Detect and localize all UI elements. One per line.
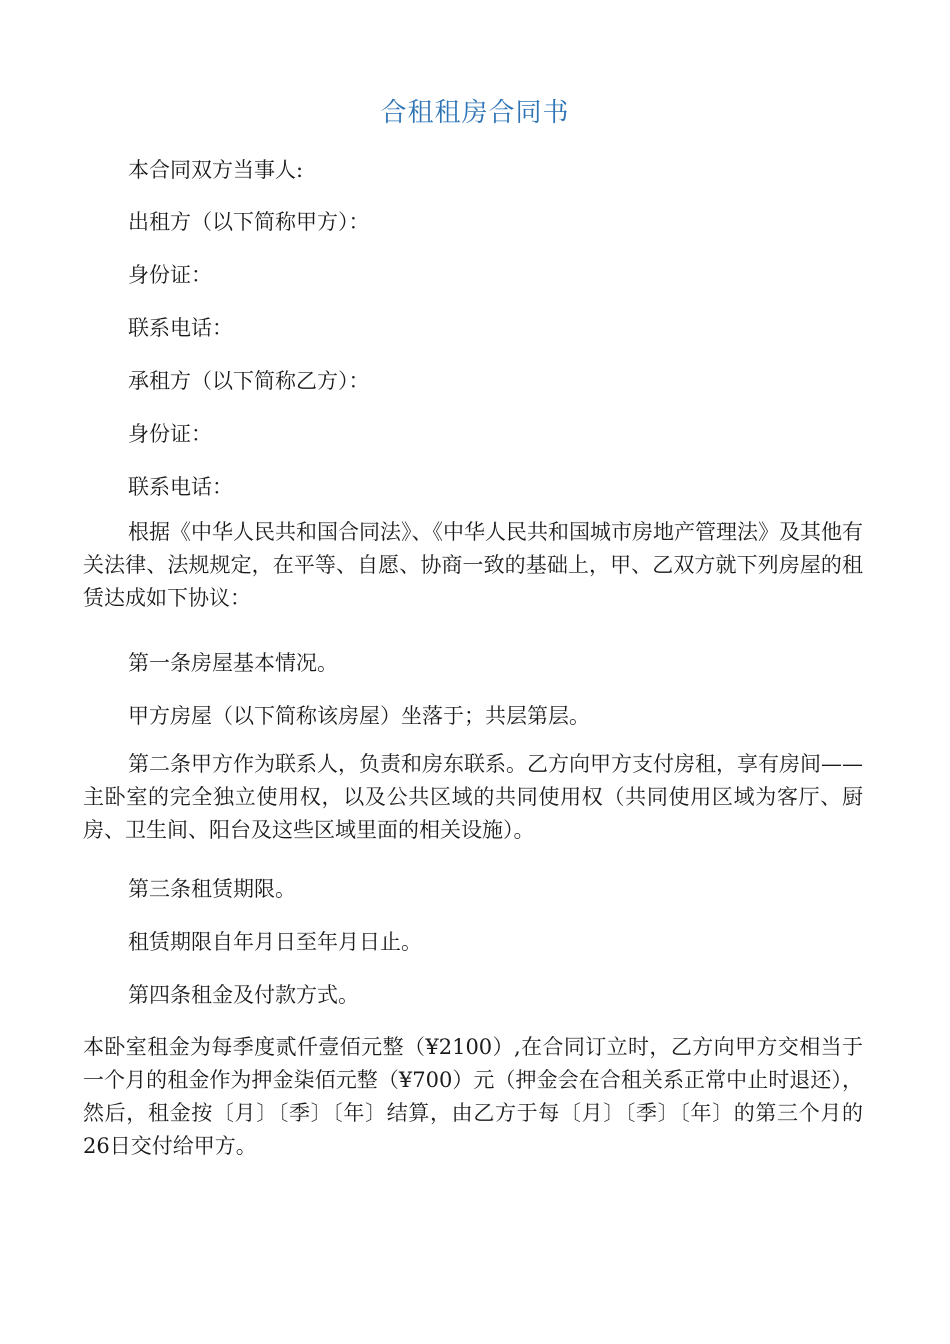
document-title: 合租租房合同书 xyxy=(380,98,570,128)
article1-title: 第一条房屋基本情况。 xyxy=(128,651,338,675)
article3-body: 租赁期限自年月日至年月日止。 xyxy=(128,930,422,954)
lessee-phone-label: 联系电话： xyxy=(128,475,233,499)
article1-body: 甲方房屋（以下简称该房屋）坐落于；共层第层。 xyxy=(128,704,590,728)
lessor-id-label: 身份证： xyxy=(128,263,212,287)
article4-title: 第四条租金及付款方式。 xyxy=(128,983,359,1007)
lessee-label: 承租方（以下简称乙方）： xyxy=(128,369,370,393)
article3-title: 第三条租赁期限。 xyxy=(128,877,296,901)
article4-paragraph: 本卧室租金为每季度贰仟壹佰元整（¥2100）,在合同订立时，乙方向甲方交相当于一个月的租金作为押金柒佰元整（¥700）元（押金会在合租关系正常中止时退还），然后，租金按〔月〕〔季〕〔年〕结算，由乙方于每〔月〕〔季〕〔年〕的第三个月的26日交付给甲方。 xyxy=(83,1035,863,1158)
lessor-label: 出租方（以下简称甲方）： xyxy=(128,210,370,234)
parties-intro: 本合同双方当事人: xyxy=(128,158,304,182)
lessor-phone-label: 联系电话： xyxy=(128,316,233,340)
article2-paragraph: 第二条甲方作为联系人，负责和房东联系。乙方向甲方支付房租，享有房间——主卧室的完全独立使用权，以及公共区域的共同使用权（共同使用区域为客厅、厨房、卫生间、阳台及这些区域里面的相关设施）。 xyxy=(83,752,863,842)
preamble-paragraph: 根据《中华人民共和国合同法》、《中华人民共和国城市房地产管理法》及其他有关法律、法规规定，在平等、自愿、协商一致的基础上，甲、乙双方就下列房屋的租赁达成如下协议： xyxy=(83,520,863,610)
lessee-id-label: 身份证： xyxy=(128,422,212,446)
